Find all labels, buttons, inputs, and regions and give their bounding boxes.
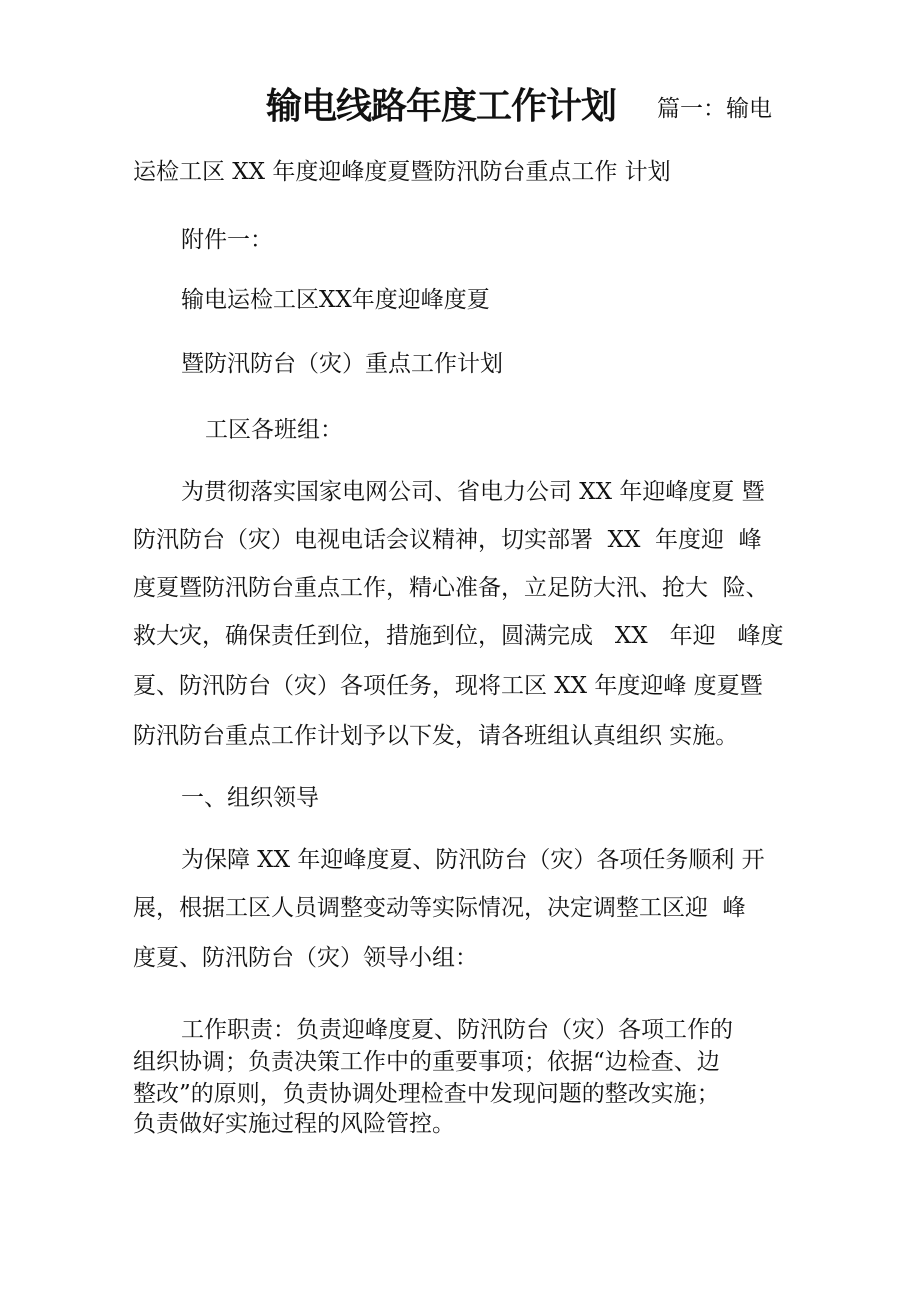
- text-line: 运检工区 XX 年度迎峰度夏暨防汛防台重点工作 计划: [133, 159, 671, 185]
- text-line: 整改”的原则，负责协调处理检查中发现问题的整改实施；: [133, 1081, 720, 1107]
- text-line: 负责做好实施过程的风险管控。: [133, 1111, 455, 1137]
- text-line: 防汛防台（灾）电视电话会议精神，切实部署 XX 年度迎 峰: [133, 527, 762, 553]
- text-line: 为贯彻落实国家电网公司、省电力公司 XX 年迎峰度夏 暨: [181, 479, 765, 505]
- text-line: 度夏、防汛防台（灾）领导小组：: [133, 945, 478, 971]
- text-line: 度夏暨防汛防台重点工作，精心准备，立足防大汛、抢大 险、: [133, 575, 769, 601]
- text-line: 输电运检工区XX年度迎峰度夏: [181, 287, 490, 313]
- text-line: 为保障 XX 年迎峰度夏、防汛防台（灾）各项任务顺利 开: [181, 847, 765, 873]
- text-line: 夏、防汛防台（灾）各项任务，现将工区 XX 年度迎峰 度夏暨: [133, 673, 763, 699]
- document-subtitle: 篇一：输电: [657, 96, 772, 122]
- text-line: 附件一：: [181, 227, 273, 253]
- text-line: 展，根据工区人员调整变动等实际情况，决定调整工区迎 峰: [133, 895, 746, 921]
- text-line: 组织协调；负责决策工作中的重要事项；依据“边检查、边: [133, 1049, 720, 1075]
- document-title: 输电线路年度工作计划: [266, 86, 617, 127]
- text-line: 工作职责：负责迎峰度夏、防汛防台（灾）各项工作的: [181, 1017, 733, 1043]
- text-line: 暨防汛防台（灾）重点工作计划: [181, 351, 503, 377]
- text-line: 防汛防台重点工作计划予以下发，请各班组认真组织 实施。: [133, 723, 739, 749]
- section-heading: 一、组织领导: [181, 785, 319, 811]
- text-line: 救大灾，确保责任到位，措施到位，圆满完成 XX 年迎 峰度: [133, 623, 784, 649]
- text-line: 工区各班组：: [205, 417, 343, 443]
